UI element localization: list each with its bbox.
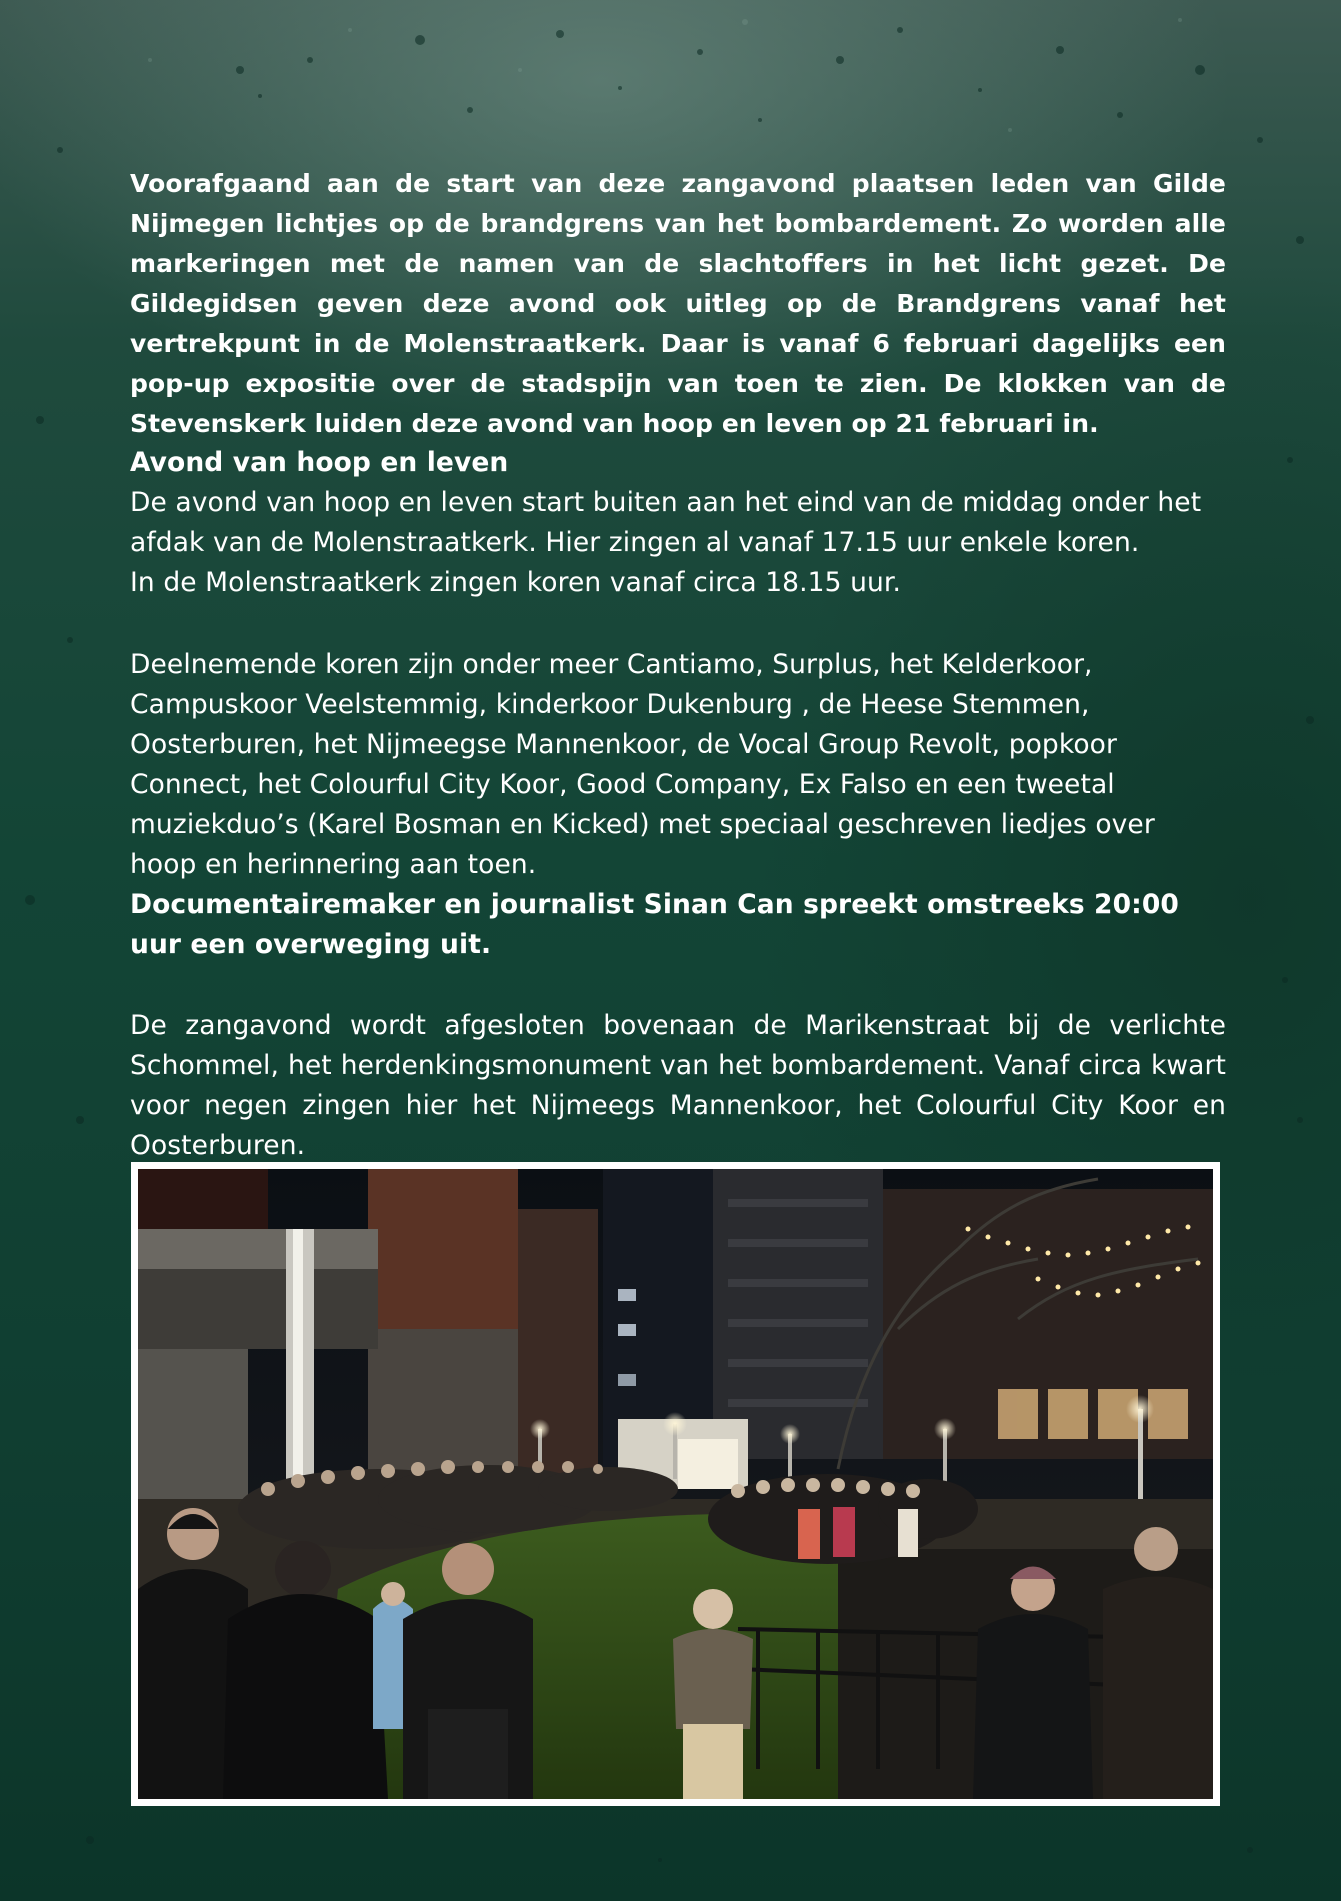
hope-body-block [130,483,1226,603]
speaker-block [130,885,1226,965]
section-heading-block [130,443,1226,483]
closing-paragraph: De zangavond wordt afgesloten bovenaan de Marikenstraat bij de verlichte Schommel, het herdenkingsmonument van het bombardement. Vanaf circa kwart voor negen zingen hier het Nijmeegs Mannenkoor, het Colourful City Koor en Oosterburen. [130,1010,1226,1161]
hope-body-line-2: In de Molenstraatkerk zingen koren vanaf circa 18.15 uur. [130,567,901,598]
closing-block [130,1006,1226,1166]
choirs-paragraph: Deelnemende koren zijn onder meer Cantiamo, Surplus, het Kelderkoor, Campuskoor Veelstemmig, kinderkoor Dukenburg , de Heese Stemmen, Oosterburen, het Nijmeegse Mannenkoor, de Vocal Group Revolt, popkoor Connect, het Colourful City Koor, Good Company, Ex Falso en een tweetal muziekduo’s (Karel Bosman en Kicked) met speciaal geschreven liedjes over hoop en herinnering aan toen. [130,649,1155,880]
event-photo [131,1162,1220,1806]
intro-paragraph: Voorafgaand aan de start van deze zangavond plaatsen leden van Gilde Nijmegen lichtjes op de brandgrens van het bombardement. Zo worden alle markeringen met de namen van de slachtoffers in het licht gezet. De Gildegidsen geven deze avond ook uitleg op de Brandgrens vanaf het vertrekpunt in de Molenstraatkerk. Daar is vanaf 6 februari dagelijks een pop-up expositie over de stadspijn van toen te zien. De klokken van de Stevenskerk luiden deze avond van hoop en leven op 21 februari in. [130,169,1226,438]
hope-body-line-1: De avond van hoop en leven start buiten aan het eind van de middag onder het afdak van de Molenstraatkerk. Hier zingen al vanaf 17.15 uur enkele koren. [130,487,1202,558]
event-photo-illustration [138,1169,1213,1799]
speaker-paragraph: Documentairemaker en journalist Sinan Can spreekt omstreeks 20:00 uur een overweging uit. [130,889,1179,960]
section-heading: Avond van hoop en leven [130,447,509,478]
choirs-block [130,645,1226,885]
intro-paragraph-block [130,164,1226,444]
